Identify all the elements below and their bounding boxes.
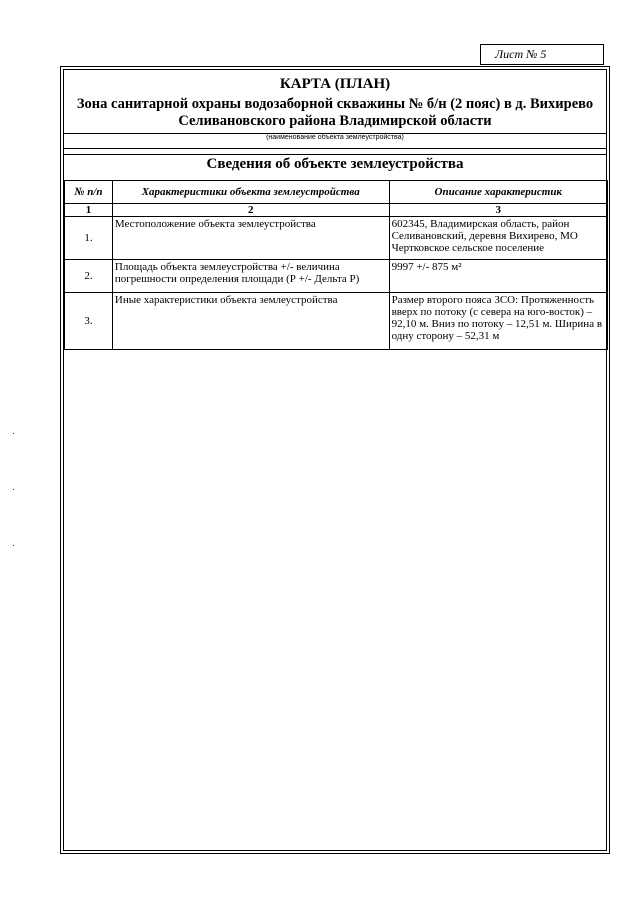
- row-number: 3.: [65, 293, 113, 350]
- table-row: [65, 217, 608, 260]
- object-name-caption: (наименование объекта землеустройства): [266, 134, 404, 141]
- object-info-table: [64, 180, 608, 350]
- margin-mark: ·: [12, 428, 15, 438]
- margin-mark: ·: [12, 484, 15, 494]
- row-characteristic: Иные характеристики объекта землеустройства: [112, 293, 389, 350]
- row-characteristic: Площадь объекта землеустройства +/- величина погрешности определения площади (Р +/- Дельта Р): [112, 260, 389, 293]
- column-number: 1: [65, 204, 113, 217]
- sheet-number-box: [480, 44, 604, 65]
- document-frame: [60, 66, 610, 854]
- row-number: 2.: [65, 260, 113, 293]
- section-title: Сведения об объекте землеустройства: [206, 156, 464, 172]
- object-title-line-1: Зона санитарной охраны водозаборной скважины № б/н (2 пояс) в д. Вихирево: [76, 96, 594, 112]
- table-row: [65, 293, 608, 350]
- divider: [64, 148, 606, 155]
- column-number: 2: [112, 204, 389, 217]
- row-number: 1.: [65, 217, 113, 260]
- row-characteristic: Местоположение объекта землеустройства: [112, 217, 389, 260]
- row-description: 602345, Владимирская область, район Селивановский, деревня Вихирево, МО Чертковское сельское поселение: [389, 217, 607, 260]
- sheet-number: Лист № 5: [495, 47, 547, 61]
- map-title: КАРТА (ПЛАН): [279, 76, 391, 92]
- document-inner-frame: [63, 69, 607, 851]
- row-description: 9997 +/- 875 м²: [389, 260, 607, 293]
- column-header-number: № п/п: [65, 181, 113, 204]
- row-description: Размер второго пояса ЗСО: Протяженность вверх по потоку (с севера на юго-восток) – 92,10 м. Вниз по потоку – 12,51 м. Ширина в одну сторону – 52,31 м: [389, 293, 607, 350]
- title-block: [64, 70, 606, 149]
- column-number-row: [65, 204, 608, 217]
- column-header-characteristic: Характеристики объекта землеустройства: [112, 181, 389, 204]
- margin-mark: ·: [12, 540, 15, 550]
- column-number: 3: [389, 204, 607, 217]
- object-title-line-2: Селивановского района Владимирской области: [178, 113, 492, 129]
- table-header-row: [65, 181, 608, 204]
- object-title: [64, 96, 606, 130]
- table-row: [65, 260, 608, 293]
- column-header-description: Описание характеристик: [389, 181, 607, 204]
